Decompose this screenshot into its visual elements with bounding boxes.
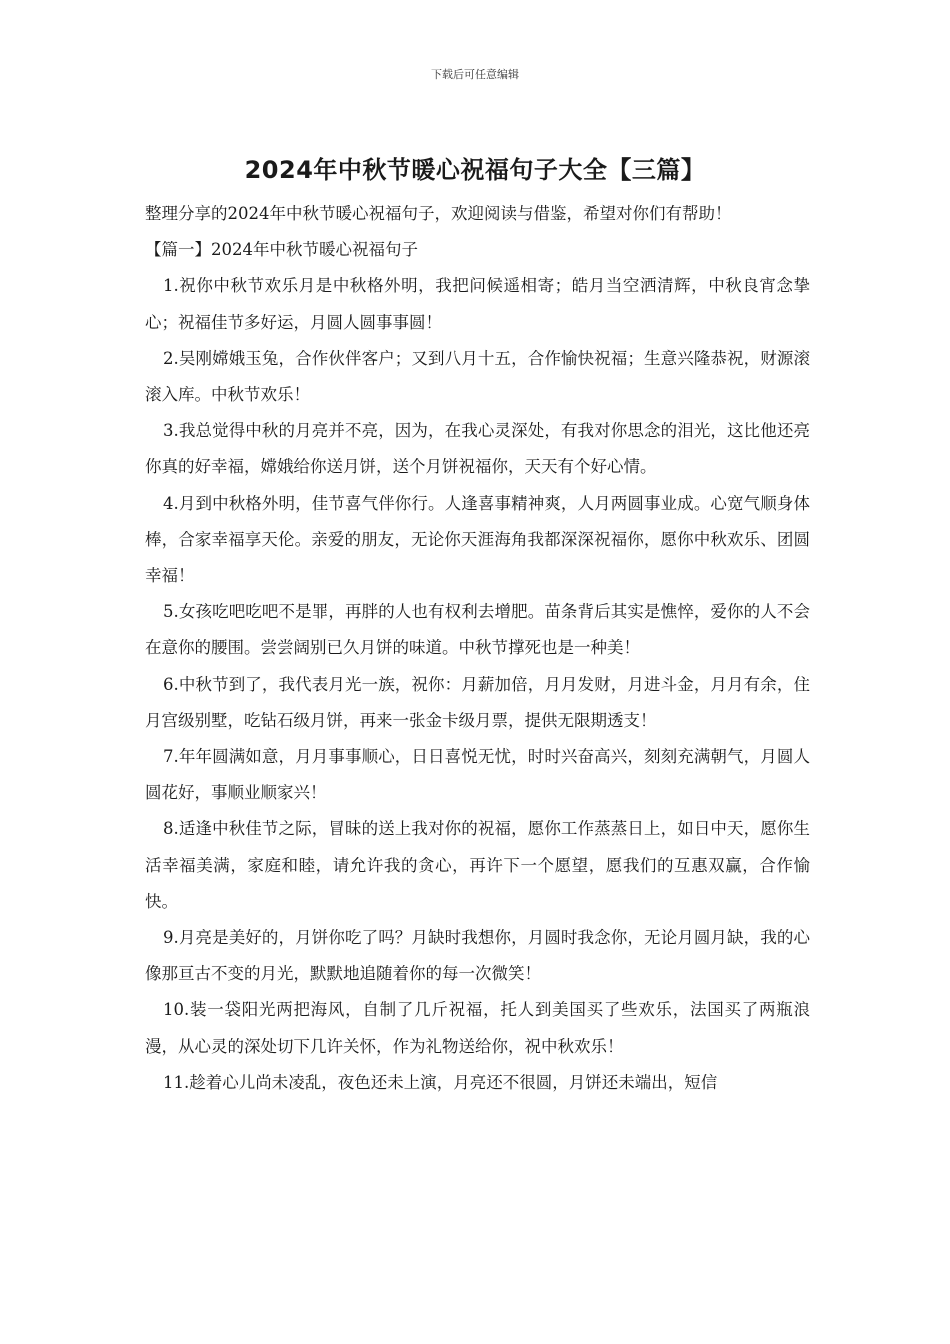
list-item: 5.女孩吃吧吃吧不是罪，再胖的人也有权利去增肥。苗条背后其实是憔悴，爱你的人不会在意你的腰围。尝尝阔别已久月饼的味道。中秋节撑死也是一种美！ [145,602,810,658]
list-item: 10.装一袋阳光两把海风，自制了几斤祝福，托人到美国买了些欢乐，法国买了两瓶浪漫，从心灵的深处切下几许关怀，作为礼物送给你，祝中秋欢乐！ [145,1000,810,1056]
list-item: 9.月亮是美好的，月饼你吃了吗？月缺时我想你，月圆时我念你，无论月圆月缺，我的心像那亘古不变的月光，默默地追随着你的每一次微笑！ [145,928,810,984]
header-note: 下载后可任意编辑 [431,68,519,81]
list-item: 8.适逢中秋佳节之际，冒昧的送上我对你的祝福，愿你工作蒸蒸日上，如日中天，愿你生活幸福美满，家庭和睦，请允许我的贪心，再许下一个愿望，愿我们的互惠双赢，合作愉快。 [145,819,810,911]
list-item: 11.趁着心儿尚未凌乱，夜色还未上演，月亮还不很圆，月饼还未端出，短信 [163,1072,718,1092]
list-item: 2.吴刚嫦娥玉兔，合作伙伴客户；又到八月十五，合作愉快祝福；生意兴隆恭祝，财源滚滚入库。中秋节欢乐！ [145,348,810,405]
intro-paragraph: 整理分享的2024年中秋节暖心祝福句子，欢迎阅读与借鉴，希望对你们有帮助！ [145,204,732,223]
list-item: 1.祝你中秋节欢乐月是中秋格外明，我把问候遥相寄；皓月当空洒清辉，中秋良宵念挚心；祝福佳节多好运，月圆人圆事事圆！ [145,276,810,332]
list-item: 6.中秋节到了，我代表月光一族，祝你：月薪加倍，月月发财，月进斗金，月月有余，住月宫级别墅，吃钻石级月饼，再来一张金卡级月票，提供无限期透支！ [145,674,810,730]
list-item: 7.年年圆满如意，月月事事顺心，日日喜悦无忧，时时兴奋高兴，刻刻充满朝气，月圆人圆花好，事顺业顺家兴！ [145,747,810,803]
section-heading: 【篇一】2024年中秋节暖心祝福句子 [145,240,418,260]
list-item: 4.月到中秋格外明，佳节喜气伴你行。人逢喜事精神爽，人月两圆事业成。心宽气顺身体棒，合家幸福享天伦。亲爱的朋友，无论你天涯海角我都深深祝福你，愿你中秋欢乐、团圆幸福！ [145,493,810,586]
list-item: 3.我总觉得中秋的月亮并不亮，因为，在我心灵深处，有我对你思念的泪光，这比他还亮你真的好幸福，嫦娥给你送月饼，送个月饼祝福你，天天有个好心情。 [145,421,810,477]
document-body [145,196,810,1101]
document-title: 2024年中秋节暖心祝福句子大全【三篇】 [244,156,706,184]
